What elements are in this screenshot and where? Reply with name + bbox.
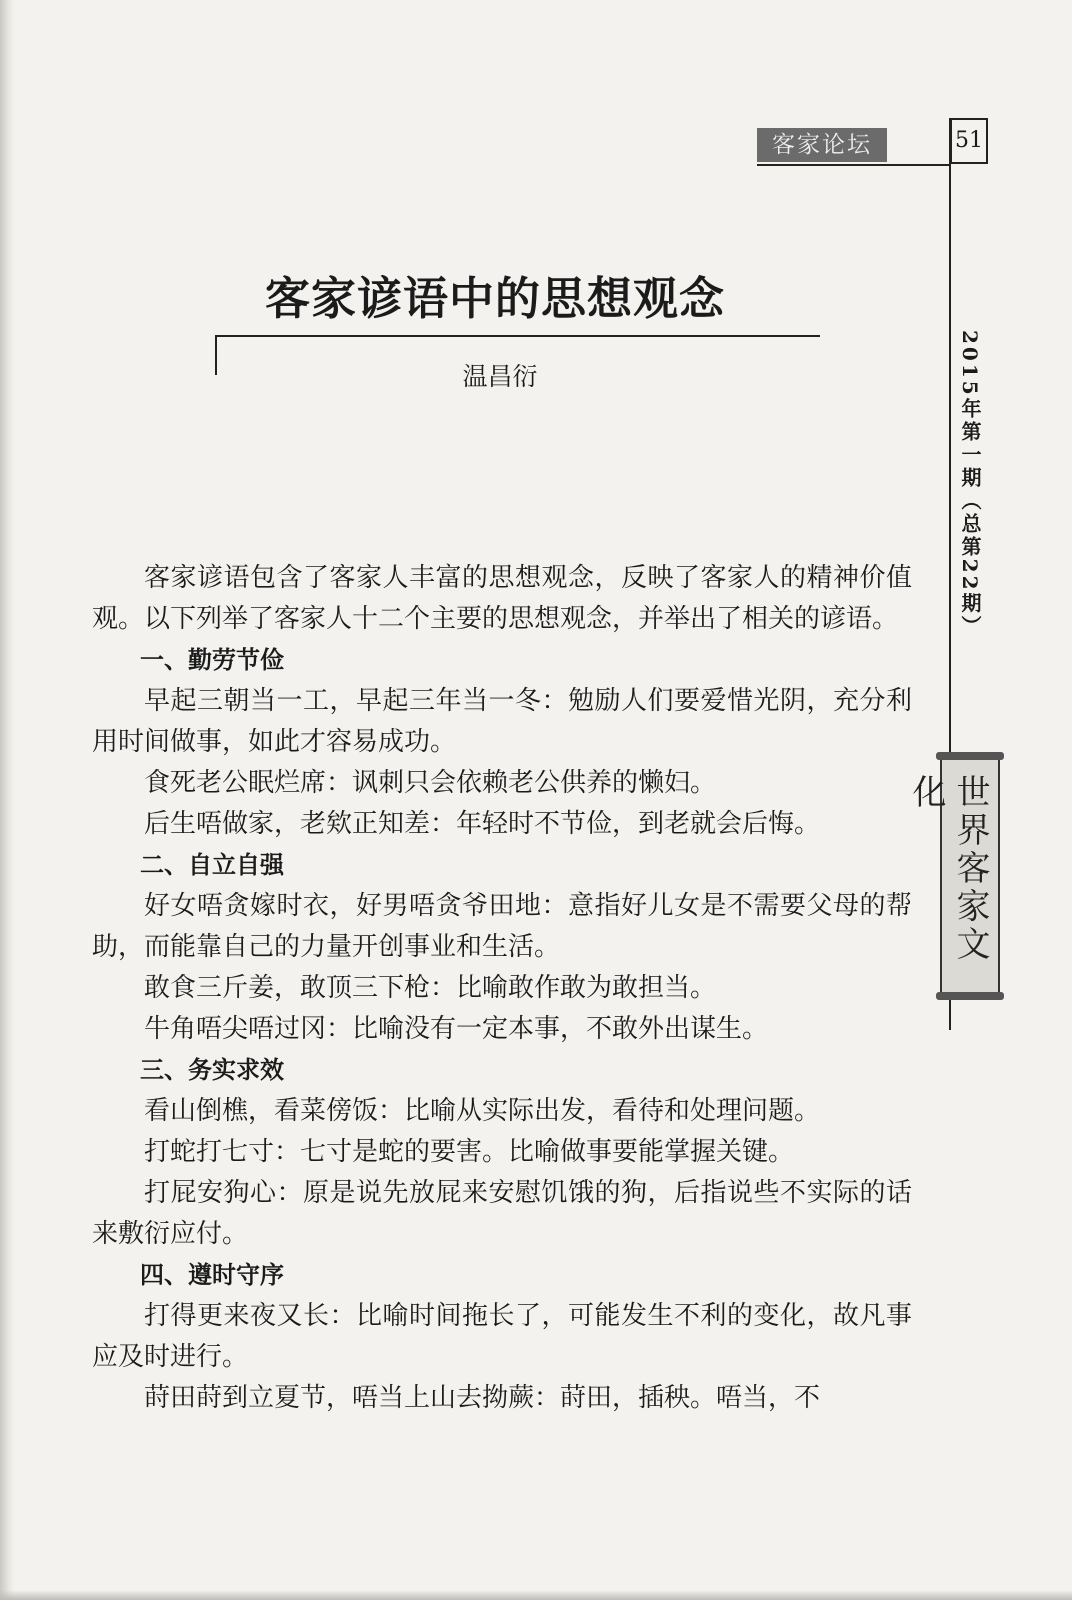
page-left-shadow xyxy=(0,0,14,1600)
article-body xyxy=(92,558,912,1419)
side-rule-lower xyxy=(949,1000,951,1030)
page-bottom-shadow xyxy=(0,1590,1072,1600)
paragraph: 早起三朝当一工，早起三年当一冬：勉励人们要爱惜光阴，充分利用时间做事，如此才容易成功。 xyxy=(92,686,912,757)
section-tag: 客家论坛 xyxy=(757,128,887,162)
paragraph: 莳田莳到立夏节，唔当上山去拗蕨：莳田，插秧。唔当，不 xyxy=(144,1383,821,1413)
paragraph: 看山倒樵，看菜傍饭：比喻从实际出发，看待和处理问题。 xyxy=(144,1096,821,1126)
article-author: 温昌衍 xyxy=(462,362,538,391)
paragraph: 敢食三斤姜，敢顶三下枪：比喻敢作敢为敢担当。 xyxy=(144,973,717,1003)
issue-label: 2015年第一期（总第22期） xyxy=(958,330,982,639)
section-heading: 四、遵时守序 xyxy=(140,1261,284,1289)
article-title: 客家谚语中的思想观念 xyxy=(264,272,725,325)
page-number: 51 xyxy=(950,118,988,164)
paragraph: 后生唔做家，老欸正知差：年轻时不节俭，到老就会后悔。 xyxy=(144,809,821,839)
paragraph: 食死老公眠烂席：讽刺只会依赖老公供养的懒妇。 xyxy=(144,768,717,798)
header-rule xyxy=(757,164,950,166)
paragraph: 打蛇打七寸：七寸是蛇的要害。比喻做事要能掌握关键。 xyxy=(144,1137,795,1167)
section-heading: 二、自立自强 xyxy=(140,851,284,879)
journal-logo-text: 世界客家文化 xyxy=(906,774,990,964)
section-heading: 一、勤劳节俭 xyxy=(140,646,284,674)
paragraph: 好女唔贪嫁时衣，好男唔贪爷田地：意指好儿女是不需要父母的帮助，而能靠自己的力量开创事业和生活。 xyxy=(92,891,912,962)
paragraph: 客家谚语包含了客家人丰富的思想观念，反映了客家人的精神价值观。以下列举了客家人十二个主要的思想观念，并举出了相关的谚语。 xyxy=(92,563,912,634)
journal-logo xyxy=(906,756,1000,996)
paragraph: 打得更来夜又长：比喻时间拖长了，可能发生不利的变化，故凡事应及时进行。 xyxy=(92,1301,912,1372)
title-rule-side xyxy=(215,335,217,375)
paragraph: 牛角唔尖唔过冈：比喻没有一定本事，不敢外出谋生。 xyxy=(144,1014,769,1044)
section-heading: 三、务实求效 xyxy=(140,1056,284,1084)
paragraph: 打屁安狗心：原是说先放屁来安慰饥饿的狗，后指说些不实际的话来敷衍应付。 xyxy=(92,1178,912,1249)
side-rule xyxy=(949,118,951,758)
title-rule xyxy=(215,335,820,337)
